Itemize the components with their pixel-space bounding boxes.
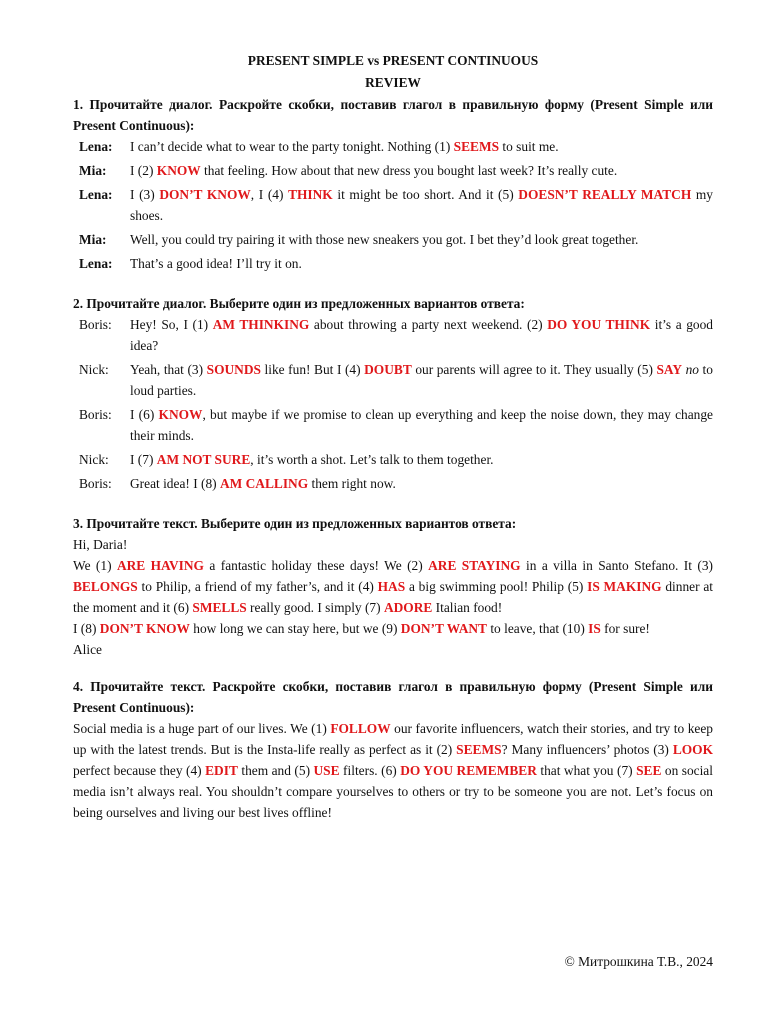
answer-verb: DO YOU REMEMBER <box>400 763 537 778</box>
answer-verb: USE <box>313 763 340 778</box>
text-run: our parents will agree to it. They usually (5) <box>411 362 657 377</box>
page-title: PRESENT SIMPLE vs PRESENT CONTINUOUS <box>247 53 539 68</box>
answer-verb: DO YOU THINK <box>547 317 651 332</box>
answer-verb: ARE STAYING <box>428 558 521 573</box>
text-run: to suit me. <box>499 139 559 154</box>
dialogue-line <box>73 359 713 401</box>
speaker-name: Boris: <box>79 317 112 332</box>
text-run: our favorite influencers, watch their stories, and try to keep up with the latest trends. But is the Insta-life really as perfect as it (2) <box>73 721 713 757</box>
section-1 <box>73 94 713 274</box>
letter-text <box>73 534 713 660</box>
answer-verb: DOUBT <box>364 362 412 377</box>
text-paragraph <box>73 618 713 639</box>
dialogue-2 <box>73 314 713 494</box>
answer-verb: AM NOT SURE <box>156 452 251 467</box>
dialogue-line <box>73 184 713 226</box>
text-run: , I (4) <box>250 187 289 202</box>
answer-verb: IS <box>588 621 601 636</box>
text-paragraph <box>73 555 713 618</box>
text-run: them right now. <box>308 476 396 491</box>
answer-verb: SAY <box>656 362 683 377</box>
line-text <box>130 253 713 274</box>
answer-verb: ADORE <box>383 600 433 615</box>
speaker-name: Mia: <box>79 163 107 178</box>
article-text <box>73 718 713 823</box>
text-run: I can’t decide what to wear to the party tonight. Nothing (1) <box>130 139 454 154</box>
text-run: like fun! But I (4) <box>260 362 365 377</box>
speaker-name: Nick: <box>79 362 109 377</box>
answer-verb: HAS <box>377 579 406 594</box>
answer-verb: IS MAKING <box>587 579 662 594</box>
text-run: , but maybe if we promise to clean up everything and keep the noise down, they may change their minds. <box>130 407 713 443</box>
text-run: to Philip, a friend of my father’s, and it (4) <box>137 579 378 594</box>
answer-verb: AM CALLING <box>219 476 309 491</box>
task-1-heading: 1. Прочитайте диалог. Раскройте скобки, поставив глагол в правильную форму (Present Simple или Present Continuous): <box>73 97 713 133</box>
text-run: how long we can stay here, but we (9) <box>189 621 401 636</box>
text-run: perfect because they (4) <box>73 763 206 778</box>
text-run: that what you (7) <box>536 763 637 778</box>
text-paragraph <box>73 534 713 555</box>
dialogue-line <box>73 160 713 181</box>
text-run: filters. (6) <box>339 763 401 778</box>
text-run: in a villa in Santo Stefano. It (3) <box>520 558 713 573</box>
text-run: We (1) <box>73 558 117 573</box>
dialogue-line <box>73 253 713 274</box>
dialogue-line <box>73 314 713 356</box>
text-run: about throwing a party next weekend. (2) <box>309 317 548 332</box>
page-subtitle: REVIEW <box>365 75 421 90</box>
text-run: dinner at the moment and it (6) <box>73 579 714 615</box>
answer-verb: ARE HAVING <box>116 558 204 573</box>
answer-verb: KNOW <box>158 407 203 422</box>
dialogue-line <box>73 136 713 157</box>
answer-verb: DON’T KNOW <box>159 187 251 202</box>
text-run: a big swimming pool! Philip (5) <box>405 579 588 594</box>
text-run: Italian food! <box>432 600 503 615</box>
speaker-name: Boris: <box>79 476 112 491</box>
line-text <box>130 184 713 226</box>
text-run: that feeling. How about that new dress you bought last week? It’s really cute. <box>200 163 618 178</box>
italic-word: no <box>685 362 699 377</box>
answer-verb: BELONGS <box>73 579 138 594</box>
text-run: Hey! So, I (1) <box>130 317 213 332</box>
text-paragraph <box>73 639 713 660</box>
dialogue-line <box>73 229 713 250</box>
speaker-name: Nick: <box>79 452 109 467</box>
text-run: Yeah, that (3) <box>130 362 207 377</box>
text-run: Alice <box>73 642 102 657</box>
answer-verb: DON’T WANT <box>400 621 487 636</box>
text-run: it’s a good idea? <box>130 317 714 353</box>
answer-verb: AM THINKING <box>212 317 310 332</box>
section-4 <box>73 676 713 823</box>
text-run: I (8) <box>73 621 100 636</box>
speaker-name: Lena: <box>79 187 113 202</box>
copyright-footer: © Митрошкина Т.В., 2024 <box>564 954 713 969</box>
task-4-heading: 4. Прочитайте текст. Раскройте скобки, поставив глагол в правильную форму (Present Simple или Present Continuous): <box>73 679 713 715</box>
text-paragraph <box>73 718 713 823</box>
line-text <box>130 473 713 494</box>
text-run: That’s a good idea! I’ll try it on. <box>130 256 302 271</box>
answer-verb: LOOK <box>672 742 713 757</box>
text-run: my shoes. <box>130 187 713 223</box>
text-run: to loud parties. <box>130 362 713 398</box>
answer-verb: FOLLOW <box>330 721 391 736</box>
speaker-name: Mia: <box>79 232 107 247</box>
text-run: I (7) <box>130 452 157 467</box>
text-run: Great idea! I (8) <box>130 476 220 491</box>
answer-verb: SEEMS <box>456 742 502 757</box>
line-text <box>130 160 713 181</box>
answer-verb: DON’T KNOW <box>99 621 190 636</box>
text-run: them and (5) <box>237 763 314 778</box>
speaker-name: Lena: <box>79 139 113 154</box>
dialogue-line <box>73 473 713 494</box>
text-run: Hi, Daria! <box>73 537 128 552</box>
dialogue-line <box>73 404 713 446</box>
answer-verb: SOUNDS <box>206 362 261 377</box>
line-text <box>130 359 713 401</box>
text-run: a fantastic holiday these days! We (2) <box>203 558 429 573</box>
speaker-name: Boris: <box>79 407 112 422</box>
answer-verb: THINK <box>288 187 333 202</box>
line-text <box>130 449 713 470</box>
text-run: really good. I simply (7) <box>246 600 384 615</box>
text-run: on social media isn’t always real. You shouldn’t compare yourselves to others or try to be someone you are not. Let’s focus on being ourselves and living our best lives offline! <box>73 763 713 820</box>
dialogue-1 <box>73 136 713 274</box>
answer-verb: KNOW <box>156 163 201 178</box>
line-text <box>130 136 713 157</box>
text-run: ? Many influencers’ photos (3) <box>501 742 673 757</box>
answer-verb: SEEMS <box>453 139 500 154</box>
worksheet <box>73 50 713 823</box>
text-run: I (3) <box>130 187 160 202</box>
answer-verb: SMELLS <box>192 600 247 615</box>
text-run: Well, you could try pairing it with those new sneakers you got. I bet they’d look great together. <box>130 232 639 247</box>
line-text <box>130 404 713 446</box>
section-3 <box>73 513 713 660</box>
answer-verb: EDIT <box>205 763 238 778</box>
text-run: to leave, that (10) <box>486 621 589 636</box>
answer-verb: DOESN’T REALLY MATCH <box>518 187 692 202</box>
text-run: it might be too short. And it (5) <box>332 187 519 202</box>
line-text <box>130 229 713 250</box>
answer-verb: SEE <box>636 763 662 778</box>
task-3-heading: 3. Прочитайте текст. Выберите один из предложенных вариантов ответа: <box>73 516 517 531</box>
text-run: Social media is a huge part of our lives. We (1) <box>73 721 331 736</box>
speaker-name: Lena: <box>79 256 113 271</box>
line-text <box>130 314 713 356</box>
task-2-heading: 2. Прочитайте диалог. Выберите один из предложенных вариантов ответа: <box>73 296 525 311</box>
text-run: for sure! <box>600 621 650 636</box>
text-run: , it’s worth a shot. Let’s talk to them together. <box>250 452 494 467</box>
section-2 <box>73 293 713 494</box>
text-run: I (6) <box>130 407 159 422</box>
text-run: I (2) <box>130 163 157 178</box>
dialogue-line <box>73 449 713 470</box>
